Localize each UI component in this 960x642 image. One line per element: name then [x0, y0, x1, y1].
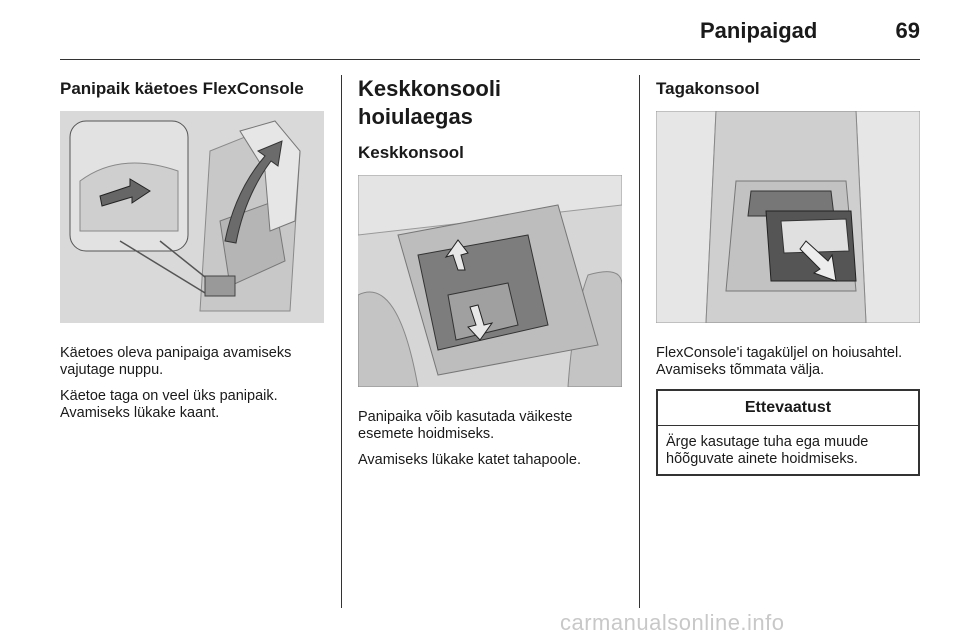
paragraph: FlexConsole'i tagaküljel on hoiusahtel. Avamiseks tõmmata välja. [656, 345, 903, 378]
section-heading: Keskkonsooli hoiulaegas [358, 76, 502, 129]
section-subheading: Keskkonsool [358, 143, 464, 162]
warning-box [656, 389, 920, 476]
center-console-illustration [358, 175, 622, 387]
column-center-console [358, 75, 622, 478]
page-number: 69 [895, 18, 920, 43]
watermark: carmanualsonline.info [560, 610, 785, 635]
paragraph: Käetoes oleva panipaiga avamiseks vajutage nuppu. [60, 345, 292, 378]
column-armrest [60, 75, 324, 431]
header-divider [60, 59, 920, 60]
section-heading: Panipaik käetoes FlexConsole [60, 79, 304, 98]
page-header-title: Panipaigad [700, 18, 818, 43]
column-rear-console [656, 75, 920, 476]
column-divider [341, 75, 342, 608]
paragraph: Panipaika võib kasutada väikeste esemete hoidmiseks. [358, 409, 573, 442]
armrest-storage-illustration [60, 111, 324, 323]
paragraph: Käetoe taga on veel üks panipaik. Avamiseks lükake kaant. [60, 388, 278, 421]
warning-title: Ettevaatust [658, 391, 918, 426]
rear-console-illustration [656, 111, 920, 323]
section-heading: Tagakonsool [656, 79, 760, 98]
warning-text: Ärge kasutage tuha ega muude hõõguvate ainete hoidmiseks. [666, 434, 869, 467]
column-divider [639, 75, 640, 608]
paragraph: Avamiseks lükake katet tahapoole. [358, 452, 582, 468]
